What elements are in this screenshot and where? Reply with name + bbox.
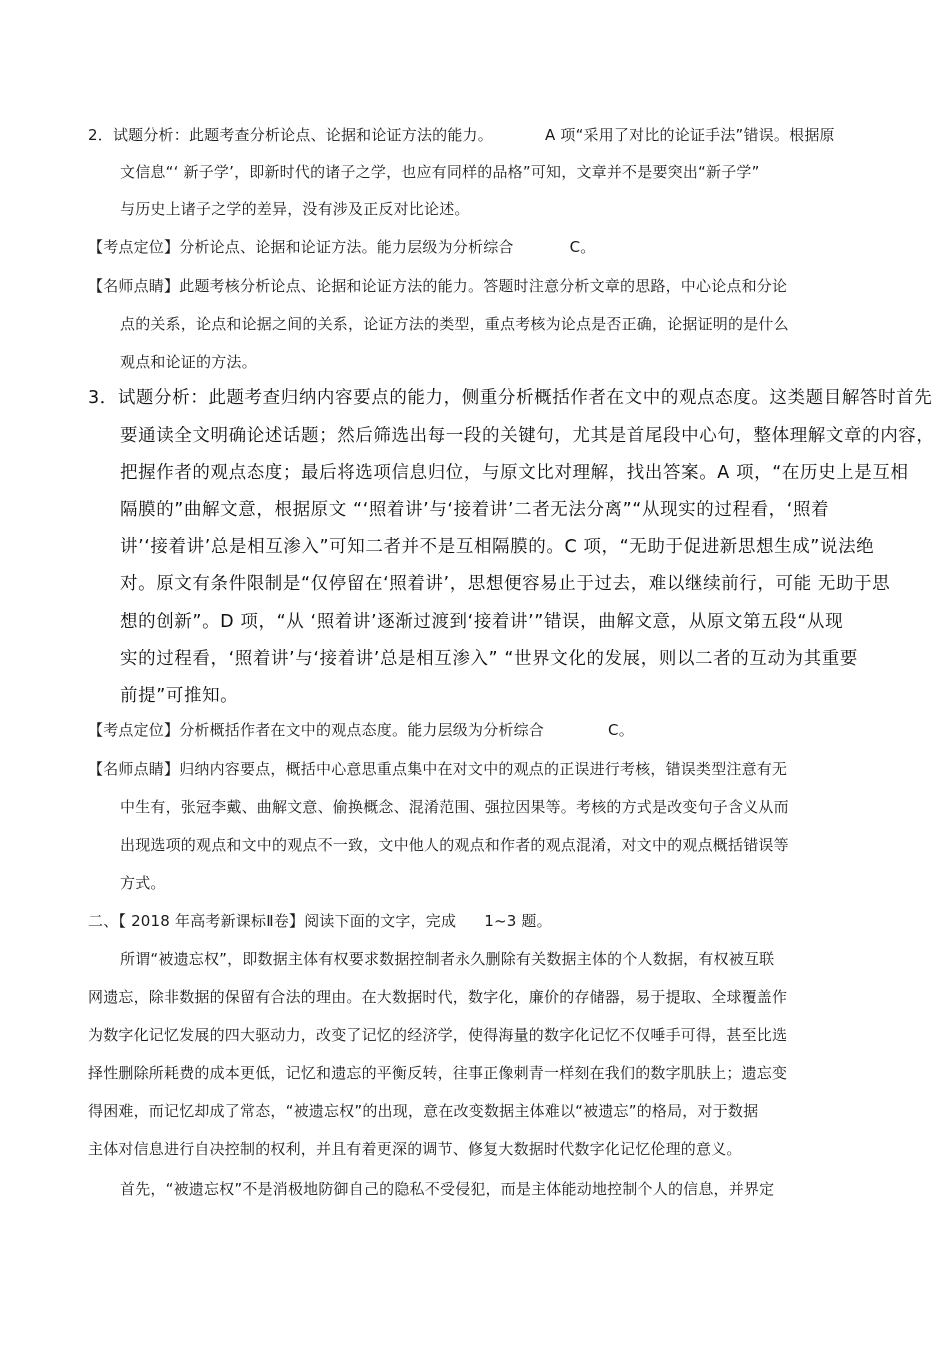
q2-mingshi-line-3: 观点和论证的方法。: [120, 353, 257, 371]
passage-p1-line-4: 择性删除所耗费的成本更低，记忆和遗忘的平衡反转，往事正像刺青一样刻在我们的数字肌肤上；遗忘变: [88, 1064, 788, 1082]
q3-line-2: 要通读全文明确论述话题；然后筛选出每一段的关键句，尤其是首尾段中心句，整体理解文章的内容，: [120, 426, 935, 446]
q2-mingshi-line-1: 【名师点睛】此题考核分析论点、论据和论证方法的能力。答题时注意分析文章的思路，中心论点和分论: [88, 277, 788, 295]
q2-heading-tail: A 项“采用了对比的论证手法”错误。根据原: [544, 126, 835, 144]
q2-kaodian-line: [88, 237, 595, 257]
q2-heading-line: [88, 125, 835, 145]
q3-kaodian-line: [88, 720, 634, 740]
passage-p2-line-1: 首先，“被遗忘权”不是消极地防御自己的隐私不受侵犯，而是主体能动地控制个人的信息，并界定: [120, 1180, 775, 1198]
q2-mingshi-line-2: 点的关系，论点和论据之间的关系，论证方法的类型，重点考核为论点是否正确，论据证明的是什么: [120, 315, 789, 333]
q3-mingshi-line-4: 方式。: [120, 874, 166, 892]
section2-heading: 二、【 2018 年高考新课标Ⅱ卷】阅读下面的文字，完成: [88, 912, 457, 930]
q3-line-1: 3．试题分析：此题考查归纳内容要点的能力，侧重分析概括作者在文中的观点态度。这类题目解答时首先: [88, 388, 933, 408]
q3-line-8: 实的过程看，‘照着讲’与‘接着讲’总是相互渗入” “世界文化的发展，则以二者的互动为其重要: [120, 649, 858, 669]
q3-line-5: 讲’‘接着讲’总是相互渗入”可知二者并不是互相隔膜的。C 项，“无助于促进新思想生成”说法绝: [120, 537, 875, 557]
q2-line-2: 文信息“‘ 新子学’，即新时代的诸子之学，也应有同样的品格”可知，文章并不是要突出“新子学”: [120, 163, 760, 181]
section2-heading-tail: 1~3 题。: [484, 912, 552, 930]
q2-line-3: 与历史上诸子之学的差异，没有涉及正反对比论述。: [120, 200, 470, 218]
passage-p1-line-6: 主体对信息进行自决控制的权利，并且有着更深的调节、修复大数据时代数字化记忆伦理的意义。: [88, 1140, 742, 1158]
section2-heading-line: [88, 911, 552, 931]
q3-line-6: 对。原文有条件限制是“仅停留在‘照着讲’，思想便容易止于过去，难以继续前行，可能 无助于思: [120, 574, 891, 594]
q3-mingshi-line-1: 【名师点睛】归纳内容要点，概括中心意思重点集中在对文中的观点的正误进行考核，错误类型注意有无: [88, 760, 788, 778]
q2-kaodian: 【考点定位】分析论点、论据和论证方法。能力层级为分析综合: [88, 238, 514, 256]
q3-line-3: 把握作者的观点态度；最后将选项信息归位，与原文比对理解，找出答案。A 项，“在历史上是互相: [120, 463, 909, 483]
passage-p1-line-1: 所谓“被遗忘权”，即数据主体有权要求数据控制者永久删除有关数据主体的个人数据，有权被互联: [120, 950, 775, 968]
q3-mingshi-line-3: 出现选项的观点和文中的观点不一致，文中他人的观点和作者的观点混淆，对文中的观点概括错误等: [120, 836, 789, 854]
q3-kaodian-level: C。: [608, 721, 634, 739]
q3-mingshi-line-2: 中生有，张冠李戴、曲解文意、偷换概念、混淆范围、强拉因果等。考核的方式是改变句子含义从而: [120, 798, 789, 816]
passage-p1-line-3: 为数字化记忆发展的四大驱动力，改变了记忆的经济学，使得海量的数字化记忆不仅唾手可得，甚至比选: [88, 1026, 788, 1044]
q3-line-7: 想的创新”。D 项，“从 ‘照着讲’逐渐过渡到‘接着讲’”错误，曲解文意，从原文第五段“从现: [120, 612, 844, 632]
q3-line-4: 隔膜的”曲解文意，根据原文 “‘照着讲’与‘接着讲’二者无法分离”“从现实的过程看，‘照着: [120, 500, 830, 520]
q2-heading: 2．试题分析：此题考查分析论点、论据和论证方法的能力。: [88, 126, 493, 144]
passage-p1-line-2: 网遗忘，除非数据的保留有合法的理由。在大数据时代，数字化，廉价的存储器，易于提取、全球覆盖作: [88, 988, 788, 1006]
q3-kaodian: 【考点定位】分析概括作者在文中的观点态度。能力层级为分析综合: [88, 721, 545, 739]
q3-line-9: 前提”可推知。: [120, 686, 239, 706]
q2-kaodian-level: C。: [569, 238, 596, 256]
passage-p1-line-5: 得困难，而记忆却成了常态，“被遗忘权”的出现，意在改变数据主体难以“被遗忘”的格局，对于数据: [88, 1102, 759, 1120]
